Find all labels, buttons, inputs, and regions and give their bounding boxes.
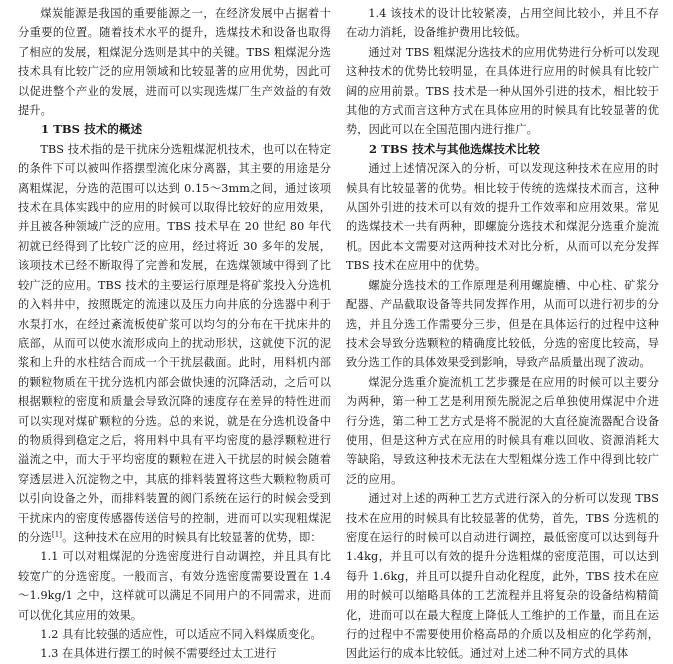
advantage-1-4-paragraph: 1.4 该技术的设计比较紧凑，占用空间比较小，并且不存在动力消耗，设备维护费用比较低。 [346,7,659,40]
prospect-paragraph: 通过对 TBS 粗煤泥分选技术的应用优势进行分析可以发现这种技术的优势比较明显，在具体进行应用的时候具有比较广阔的应用前景。TBS 技术是一种从国外引进的技术，相比较于其他的方式而言这种方式在具体应用的时候具有比较显著的优势，因此可以在全国范围内进行推广。 [346,45,659,137]
advantage-1-1-paragraph: 1.1 可以对粗煤泥的分选密度进行自动调控，并且具有比较宽广的分选密度。一般而言，有效分选密度需要设置在 1.4～1.9kg/1 之中，这样就可以满足不同用户的不同需求，进而可以优化其应用的效果。 [18,550,331,622]
tbs-overview-paragraph [18,140,331,548]
tbs-overview-text: TBS 技术指的是干扰床分选粗煤泥机技术，也可以在特定的条件下可以被叫作搭摆型流化床分离器，其主要的用途是分离粗煤泥，分选的范围可以达到 0.15～3mm之间，通过该项技术在具体实践中的应用的时候可以取得比较好的应用效果，并且被各种领域广泛的应用。TBS 技术早在 20 世纪 80 年代初就已经得到了比较广泛的应用，经过将近 30 多年的发展，该项技术已经不断取得了完善和发展，在选煤领域中得到了比较广泛的应用。TBS 技术的主要运行原理是将矿浆投入分选机的入料井中，按照既定的流速以及压力向井底的分选器中利于水泵打水，在经过紊流板使矿浆可以均匀的分布在干扰床井的底部，从而可以使水流形成向上的扰动形状，这就使下沉的泥浆和上升的水柱结合而成一个干扰层截面。此时，用料机内部的颗粒物质在干扰分选机内部会做快速的沉降活动，之后可以根据颗粒的密度和质量会导致沉降的速度存在差异的特性进而可以实现对煤矿颗粒的分选。总的来说，就是在分选机设备中的物质得到稳定之后，将用料中具有平均密度的悬浮颗粒进行溢流之中，而大于平均密度的颗粒在进入干扰层的时候会随着穿透层进入沉淀物之中，其底的排料装置将这些大颗粒物质可以引向设备之外，而排料装置的阀门系统在运行的时候会受到干扰床内的密度传感器传送信号的控制，进而可以实现粗煤泥的分选 [18,142,331,544]
advantage-1-3-paragraph: 1.3 在具体进行摆工的时候不需要经过太工进行 [40,647,277,661]
left-column [18,4,331,664]
tbs-overview-tail: 。这种技术在应用的时候具有比较显著的优势，即： [62,530,322,544]
citation-ref: [1] [51,530,63,539]
intro-paragraph: 煤炭能源是我国的重要能源之一，在经济发展中占据着十分重要的位置。随着技术水平的提升，选煤技术和设备也取得了相应的发展，粗煤泥分选则是其中的关键。TBS 粗煤泥分选技术具有比较广泛的应用领域和比较显著的应用优势，因此可以促进整个产业的发展，进而可以实现选煤厂生产效益的有效提升。 [18,7,331,118]
spiral-separation-paragraph: 螺旋分选技术的工作原理是利用螺旋槽、中心柱、矿浆分配器、产品截取设备等共同发挥作用，从而可以进行初步的分选，并且分选工作需要分三步，但是在具体运行的过程中这种技术会导致分选颗粒的精确度比较低，分选的密度比较高，导致分选工作的具体效果受到影响，导致产品质量出现了波动。 [346,278,659,370]
right-column [346,4,659,664]
tbs-advantage-paragraph: 通过对上述的两种工艺方式进行深入的分析可以发现 TBS 技术在应用的时候具有比较显著的优势，首先，TBS 分选机的密度在运行的时候可以自动进行调控，最低密度可以达到每升 1.4kg，并且可以有效的提升分选粗煤的密度范围，可以达到每升 1.6kg，并且可以提升自动化程度，此外，TBS 技术在应用的时候可以缩略具体的工艺流程并且将复杂的设备结构精简化，进而可以在最大程度上降低人工维护的工作量，而且在运行的过程中不需要使用价格高昂的介质以及相应的化学药剂，因此运行的成本比较低。通过对上述二种不同方式的具体 [346,492,659,661]
dense-medium-paragraph: 煤泥分选重介旋流机工艺步骤是在应用的时候可以主要分为两种，第一种工艺是利用预先脱泥之后单独使用煤泥中介进行分选，第二种工艺方式是将不脱泥的大直径旋流器配合设备使用，但是这种方式在应用的时候具有难以回收、资源消耗大等缺陷，导致这种技术无法在大型粗煤分选工作中得到比较广泛的应用。 [346,375,659,486]
section-heading-2: 2 TBS 技术与其他选煤技术比较 [369,141,540,156]
advantage-1-2-paragraph: 1.2 具有比较强的适应性，可以适应不同入料煤质变化。 [40,628,322,641]
section-heading-1: 1 TBS 技术的概述 [41,122,143,137]
comparison-intro-paragraph: 通过上述情况深入的分析，可以发现这种技术在应用的时候具有比较显著的优势。相比较于传统的选煤技术而言，这种从国外引进的技术可以有效的提升工作效率和应用效果。常见的选煤技术一共有两种，即螺旋分选技术和煤泥分选重介旋流机。因此本文需要对这两种技术对比分析，从而可以充分发挥 TBS 技术在应用中的优势。 [346,162,659,273]
